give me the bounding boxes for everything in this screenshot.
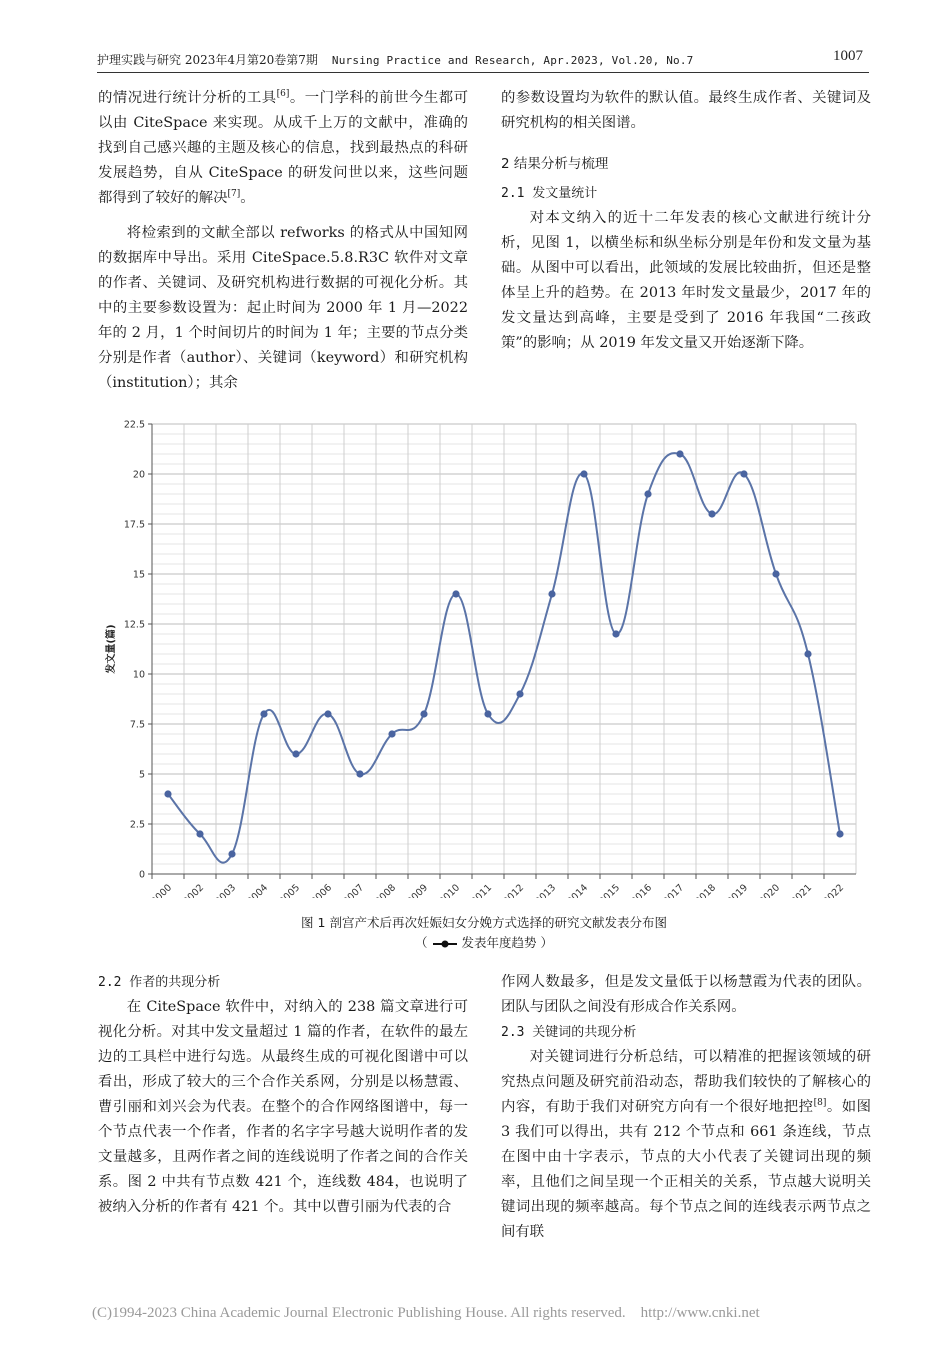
paragraph-keyword-analysis bbox=[501, 1045, 871, 1245]
x-tick-label: 2020 bbox=[757, 882, 783, 898]
y-tick-label: 10 bbox=[132, 669, 145, 681]
x-tick-label: 2006 bbox=[309, 882, 335, 898]
text-run: 。一门学科的前世今生都可以由 CiteSpace 来实现。从成千上万的文献中，准确的找到自己感兴趣的主题及核心的信息，找到最热点的科研发展趋势，自从 CiteSpace 的研发问世以来，这些问题都得到了较好的解决 bbox=[98, 90, 468, 206]
paragraph-team-network: 作网人数最多，但是发文量低于以杨慧霞为代表的团队。团队与团队之间没有形成合作关系网。 bbox=[501, 974, 871, 1015]
subsection-heading-2-3: 2.3 关键词的共现分析 bbox=[501, 1025, 637, 1040]
data-point bbox=[356, 770, 363, 777]
data-point bbox=[388, 730, 395, 737]
journal-title-en: Nursing Practice and Research, Apr.2023, Vol.20, No.7 bbox=[331, 54, 694, 67]
y-tick-label: 5 bbox=[138, 769, 145, 781]
x-tick-label: 2022 bbox=[821, 882, 847, 898]
data-point bbox=[612, 630, 619, 637]
y-tick-label: 2.5 bbox=[129, 819, 145, 831]
paragraph-publication-stats: 对本文纳入的近十二年发表的核心文献进行统计分析，见图 1，以横坐标和纵坐标分别是年份和发文量为基础。从图中可以看出，此领域的发展比较曲折，但还是整体呈上升的趋势。在 2013 年时发文量最少，2017 年的发文量达到高峰，主要是受到了 2016 年我国“二孩政策”的影响；从 2019 年发文量又开始逐渐下降。 bbox=[501, 210, 871, 351]
y-tick-label: 7.5 bbox=[129, 719, 145, 731]
subsection-heading-2-1: 2.1 发文量统计 bbox=[501, 186, 598, 201]
data-point bbox=[452, 590, 459, 597]
data-point bbox=[740, 470, 747, 477]
data-point bbox=[228, 850, 235, 857]
publication-trend-chart bbox=[100, 418, 870, 898]
data-point bbox=[196, 830, 203, 837]
data-point bbox=[676, 450, 683, 457]
text-run: 对关键词进行分析总结，可以精准的把握该领域的研究热点问题及研究前沿动态，帮助我们较快的了解核心的内容，有助于我们对研究方向有一个很好地把控 bbox=[501, 1049, 871, 1115]
data-point bbox=[260, 710, 267, 717]
left-column-top bbox=[98, 86, 468, 396]
text-run: 的情况进行统计分析的工具 bbox=[98, 90, 277, 106]
x-tick-label: 2019 bbox=[725, 882, 751, 898]
x-tick-label: 2005 bbox=[277, 882, 303, 898]
paragraph-methods: 将检索到的文献全部以 refworks 的格式从中国知网的数据库中导出。采用 CiteSpace.5.8.R3C 软件对文章的作者、关键词、及研究机构进行数据的可视化分析。其中的主要参数设置为：起止时间为 2000 年 1 月—2022 年的 2 月，1 个时间切片的时间为 1 年；主要的节点分类分别是作者（author）、关键词（keyword）和研究机构（institution）；其余 bbox=[98, 225, 468, 391]
x-tick-label: 2008 bbox=[373, 882, 399, 898]
legend-label: 发表年度趋势 bbox=[461, 935, 537, 950]
data-point bbox=[772, 570, 779, 577]
x-tick-label: 2007 bbox=[341, 882, 367, 898]
data-point bbox=[548, 590, 555, 597]
citation-ref-7[interactable]: [7] bbox=[227, 189, 241, 200]
paragraph-author-analysis: 在 CiteSpace 软件中，对纳入的 238 篇文章进行可视化分析。对其中发文量超过 1 篇的作者，在软件的最左边的工具栏中进行勾选。从最终生成的可视化图谱中可以看出，形成了较大的三个合作关系网，分别是以杨慧霞、曹引丽和刘兴会为代表。在整个的合作网络图谱中，每一个节点代表一个作者，作者的名字字号越大说明作者的发文量越多，且两作者之间的连线说明了作者之间的合作关系。图 2 中共有节点数 421 个，连线数 484，也说明了被纳入分析的作者有 421 个。其中以曹引丽为代表的合 bbox=[98, 999, 468, 1215]
copyright-text: (C)1994-2023 China Academic Journal Electronic Publishing House. All rights reserved. bbox=[92, 1305, 626, 1321]
x-tick-label: 2014 bbox=[565, 882, 591, 898]
y-tick-labels bbox=[124, 420, 145, 881]
right-column-bottom bbox=[501, 970, 871, 1245]
x-tick-label: 2004 bbox=[245, 882, 271, 898]
data-point bbox=[708, 510, 715, 517]
data-point bbox=[644, 490, 651, 497]
figure-1-legend bbox=[98, 933, 870, 951]
text-run: 。 bbox=[240, 190, 255, 206]
x-tick-label: 2009 bbox=[405, 882, 431, 898]
figure-1-caption: 图 1 剖宫产术后再次妊娠妇女分娩方式选择的研究文献发表分布图 bbox=[301, 915, 667, 930]
x-tick-label: 2000 bbox=[149, 882, 175, 898]
x-tick-label: 2021 bbox=[789, 882, 815, 898]
x-tick-label: 2002 bbox=[181, 882, 207, 898]
paragraph-params: 的参数设置均为软件的默认值。最终生成作者、关键词及研究机构的相关图谱。 bbox=[501, 90, 871, 131]
chart-axes bbox=[148, 424, 856, 879]
y-tick-label: 20 bbox=[132, 469, 145, 481]
data-point bbox=[804, 650, 811, 657]
data-point bbox=[580, 470, 587, 477]
journal-info bbox=[97, 51, 694, 68]
data-point bbox=[292, 750, 299, 757]
left-column-bottom bbox=[98, 970, 468, 1220]
legend-bracket-open: （ bbox=[415, 935, 428, 950]
data-point bbox=[164, 790, 171, 797]
y-tick-label: 0 bbox=[138, 869, 145, 881]
x-tick-label: 2013 bbox=[533, 882, 559, 898]
x-tick-label: 2003 bbox=[213, 882, 239, 898]
y-tick-label: 15 bbox=[132, 569, 145, 581]
data-point bbox=[836, 830, 843, 837]
right-column-top bbox=[501, 86, 871, 356]
chart-grid bbox=[152, 424, 856, 874]
data-point bbox=[516, 690, 523, 697]
copyright-footer bbox=[92, 1305, 760, 1322]
x-tick-label: 2018 bbox=[693, 882, 719, 898]
y-tick-label: 22.5 bbox=[123, 419, 145, 431]
data-point bbox=[420, 710, 427, 717]
figure-1 bbox=[100, 418, 870, 898]
data-point bbox=[484, 710, 491, 717]
subsection-heading-2-2: 2.2 作者的共现分析 bbox=[98, 975, 221, 990]
citation-ref-6[interactable]: [6] bbox=[276, 89, 290, 100]
x-tick-label: 2015 bbox=[597, 882, 623, 898]
journal-title-cn: 护理实践与研究 2023年4月第20卷第7期 bbox=[97, 53, 318, 67]
y-tick-label: 12.5 bbox=[123, 619, 145, 631]
legend-bracket-close: ） bbox=[540, 935, 553, 950]
x-tick-label: 2017 bbox=[661, 882, 687, 898]
section-heading-2: 2 结果分析与梳理 bbox=[501, 156, 609, 172]
legend-marker-icon bbox=[432, 939, 458, 949]
x-tick-label: 2016 bbox=[629, 882, 655, 898]
cnki-link[interactable]: http://www.cnki.net bbox=[640, 1305, 760, 1321]
paragraph-citespace-intro bbox=[98, 86, 468, 211]
citation-ref-8[interactable]: [8] bbox=[813, 1098, 827, 1109]
running-header bbox=[97, 48, 869, 73]
x-tick-label: 2012 bbox=[501, 882, 527, 898]
x-tick-labels bbox=[149, 882, 846, 898]
y-axis-label: 发文量(篇) bbox=[106, 624, 117, 674]
text-run: 。如图 3 我们可以得出，共有 212 个节点和 661 条连线，节点在图中由十字表示，节点的大小代表了关键词出现的频率，且他们之间呈现一个正相关的关系，节点越大说明关键词出现的频率越高。每个节点之间的连线表示两节点之间有联 bbox=[501, 1099, 871, 1240]
page-number: 1007 bbox=[833, 48, 863, 64]
x-tick-label: 2011 bbox=[469, 882, 495, 898]
y-tick-label: 17.5 bbox=[123, 519, 145, 531]
x-tick-label: 2010 bbox=[437, 882, 463, 898]
data-point bbox=[324, 710, 331, 717]
